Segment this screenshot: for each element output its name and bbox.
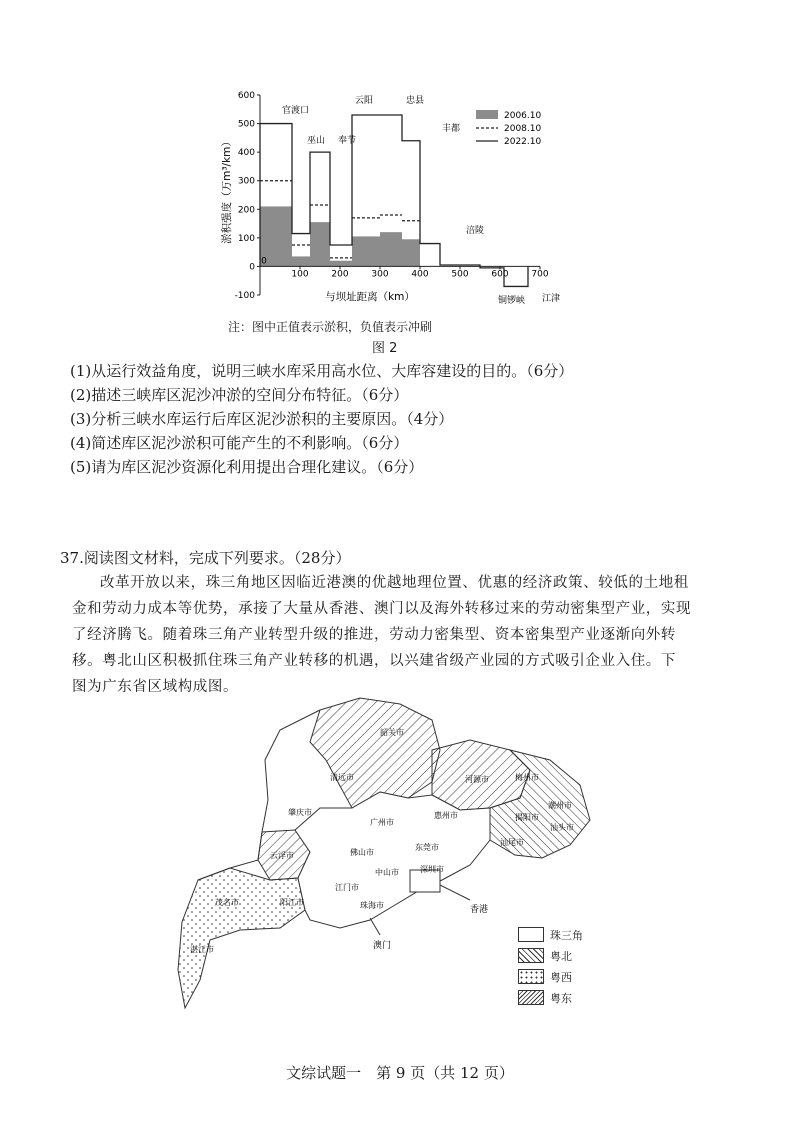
- legend-label-2022: 2022.10: [504, 137, 542, 147]
- y-tick-label: 500: [237, 119, 255, 130]
- place-label: 巫山: [307, 136, 326, 146]
- sediment-chart: [210, 85, 570, 350]
- chart-note: 注：图中正值表示淤积，负值表示冲刷: [228, 320, 433, 334]
- x-tick-label: 200: [331, 269, 349, 280]
- bar-2006: [352, 236, 380, 266]
- map-city-label: 珠海市: [360, 901, 384, 910]
- x-tick-label: 400: [411, 269, 429, 280]
- x-tick-label: 300: [371, 269, 389, 280]
- q37-heading: 37.阅读图文材料，完成下列要求。（28分）: [60, 549, 351, 567]
- question-item: (4)简述库区泥沙淤积可能产生的不利影响。（6分）: [70, 434, 409, 452]
- question-item: (2)描述三峡库区泥沙冲淤的空间分布特征。（6分）: [70, 386, 409, 404]
- legend-east-swatch: [518, 990, 544, 1005]
- map-city-label: 云浮市: [270, 851, 294, 860]
- y-tick-label: 100: [237, 233, 255, 244]
- guangdong-region-map: [170, 690, 610, 1030]
- macao-callout-line: [370, 918, 380, 935]
- hongkong-callout-line: [440, 885, 470, 900]
- place-label: 云阳: [355, 96, 374, 106]
- map-city-label: 汕尾市: [500, 838, 524, 847]
- map-city-label: 深圳市: [420, 865, 444, 874]
- map-city-label: 中山市: [375, 868, 399, 877]
- x-tick-label: 700: [531, 269, 549, 280]
- y-tick-label: -100: [234, 291, 255, 301]
- map-city-label: 阳江市: [280, 898, 304, 907]
- x-tick-label: 0: [261, 256, 267, 267]
- figure-title: 图 2: [372, 341, 398, 356]
- bar-2006: [330, 261, 352, 267]
- map-city-label: 韶关市: [380, 728, 404, 737]
- map-city-label: 梅州市: [515, 773, 539, 782]
- map-city-label: 清远市: [330, 773, 354, 782]
- map-city-label: 江门市: [335, 883, 359, 892]
- bar-2006: [380, 232, 402, 266]
- map-city-label: 茂名市: [215, 898, 239, 907]
- legend-swatch-2006: [476, 110, 498, 119]
- map-city-label: 潮州市: [548, 801, 572, 810]
- map-city-label: 湛江市: [190, 945, 214, 954]
- x-axis-label: 与坝址距离（km）: [325, 291, 415, 303]
- place-label: 铜锣峡: [498, 296, 526, 306]
- legend-west-swatch: [518, 969, 544, 984]
- legend-prd-label: 珠三角: [550, 929, 583, 942]
- legend-prd-swatch: [518, 927, 544, 942]
- passage-line: 改革开放以来，珠三角地区因临近港澳的优越地理位置、优惠的经济政策、较低的土地租: [100, 575, 689, 591]
- question-list: [70, 359, 573, 479]
- map-city-label: 汕头市: [550, 823, 574, 832]
- y-tick-label: 600: [237, 91, 255, 101]
- y-axis-label: 淤积强度（万m³/km）: [221, 136, 233, 244]
- chart-legend: [476, 110, 541, 147]
- region-prd: [295, 792, 490, 928]
- legend-label-2008: 2008.10: [504, 124, 542, 134]
- x-tick-label: 600: [491, 269, 509, 280]
- question-item: (1)从运行效益角度，说明三峡水库采用高水位、大库容建设的目的。（6分）: [70, 362, 574, 380]
- y-tick-label: 400: [237, 148, 255, 159]
- legend-east-label: 粤东: [550, 992, 572, 1005]
- x-tick-label: 500: [451, 269, 469, 280]
- passage-line: 了经济腾飞。随着珠三角产业转型升级的推进，劳动力密集型、资本密集型产业逐渐向外转: [72, 627, 676, 643]
- y-tick-label: 300: [237, 176, 255, 187]
- map-city-label: 肇庆市: [288, 808, 312, 817]
- y-tick-label: 200: [237, 205, 255, 216]
- legend-label-2006: 2006.10: [504, 111, 542, 121]
- bar-2006: [402, 239, 420, 266]
- legend-north-label: 粤北: [550, 950, 572, 963]
- place-label: 丰都: [442, 124, 461, 134]
- hongkong-label: 香港: [470, 905, 489, 915]
- region-west-2: [178, 868, 305, 1008]
- passage-line: 移。粤北山区积极抓住珠三角产业转移的机遇，以兴建省级产业园的方式吸引企业入住。下: [72, 653, 676, 669]
- legend-north-swatch: [518, 948, 544, 963]
- map-city-label: 惠州市: [434, 811, 458, 820]
- bar-2006: [292, 256, 310, 266]
- place-label: 奉节: [338, 136, 357, 146]
- place-label: 江津: [542, 294, 561, 304]
- map-city-label: 揭阳市: [515, 813, 539, 822]
- y-tick-label: 0: [249, 262, 255, 273]
- passage-line: 金和劳动力成本等优势，承接了大量从香港、澳门以及海外转移过来的劳动密集型产业，实现: [72, 601, 692, 617]
- question-item: (3)分析三峡水库运行后库区泥沙淤积的主要原因。（4分）: [70, 410, 454, 428]
- place-label: 涪陵: [466, 226, 485, 236]
- macao-label: 澳门: [373, 941, 392, 951]
- legend-west-label: 粤西: [550, 971, 572, 984]
- map-city-label: 河源市: [465, 775, 489, 784]
- place-label: 忠县: [406, 96, 425, 106]
- map-city-label: 广州市: [370, 818, 394, 827]
- page-footer: 文综试题一 第 9 页（共 12 页）: [286, 1064, 514, 1082]
- map-city-label: 东莞市: [415, 843, 439, 852]
- q37-passage: [72, 570, 752, 700]
- place-label: 官渡口: [282, 106, 310, 116]
- bar-2006: [310, 222, 330, 266]
- passage-line: 图为广东省区域构成图。: [72, 679, 239, 695]
- map-city-label: 佛山市: [350, 848, 374, 857]
- x-tick-label: 100: [291, 269, 309, 280]
- question-item: (5)请为库区泥沙资源化利用提出合理化建议。（6分）: [70, 458, 424, 476]
- region-north: [310, 698, 440, 808]
